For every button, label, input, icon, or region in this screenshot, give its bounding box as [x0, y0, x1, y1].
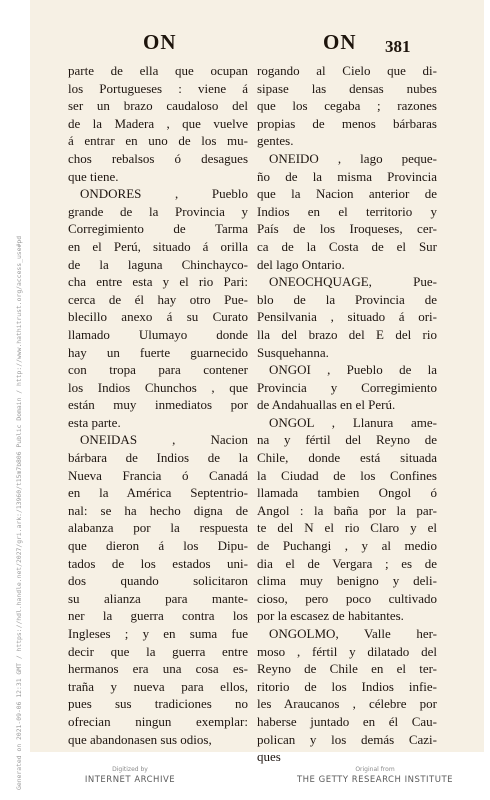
text-line: moso , fértil y dilatado del	[257, 643, 437, 659]
text-line: alabanza por la respuesta	[68, 520, 248, 536]
text-line: Reyno de Chile en el ter-	[257, 661, 437, 677]
text-line: que dieron á los Dipu-	[68, 538, 248, 554]
original-from-label: Original from	[355, 766, 395, 773]
text-line: que la Nacion anterior de	[257, 186, 437, 202]
text-line: su alianza para mante-	[68, 590, 248, 606]
text-line: que los cegaba ; razones	[257, 98, 437, 114]
text-line: ONGOI , Pueblo de la	[269, 362, 437, 378]
text-line: ONEIDAS , Nacion	[80, 432, 248, 448]
text-line: pues sus tradiciones no	[68, 696, 248, 712]
text-line: ques	[257, 749, 281, 765]
text-line: Angol : la baña por la par-	[257, 502, 437, 518]
text-line: del lago Ontario.	[257, 256, 345, 272]
text-line: Pensilvania , situado á ori-	[257, 309, 437, 325]
text-line: en la América Septentrio-	[68, 485, 248, 501]
text-line: ONGOLMO, Valle her-	[269, 626, 437, 641]
text-line: nal: se ha hecho digna de	[68, 502, 248, 518]
text-line: traña y nueva para ellos,	[68, 678, 248, 694]
text-line: propias de menos bárbaras	[257, 115, 437, 131]
getty-institute-label: THE GETTY RESEARCH INSTITUTE	[296, 775, 454, 785]
text-line: cioso, pero poco cultivado	[257, 590, 437, 606]
text-line: Provincia y Corregimiento	[257, 379, 437, 395]
text-line: ONDORES , Pueblo	[80, 186, 248, 202]
text-line: en el Perú, situado á orilla	[68, 238, 248, 254]
text-line: clima muy benigno y deli-	[257, 573, 437, 589]
text-line: hay un fuerte guarnecido	[68, 344, 248, 360]
text-line: dos quando solicitaron	[68, 573, 248, 589]
text-line: de la Madera , que vuelve	[68, 115, 248, 131]
text-line: de Puchangi , y al medio	[257, 538, 437, 554]
digitized-by-credit	[60, 765, 200, 786]
text-line: ritorio de los Indios infie-	[257, 678, 437, 694]
text-line: ONGOL , Llanura ame-	[269, 414, 437, 430]
text-line: á entrar en uno de los mu-	[68, 133, 248, 149]
text-line: blo de la Provincia de	[257, 291, 437, 307]
text-line: llamado Ulumayo donde	[68, 326, 248, 342]
text-line: cha entre esta y el rio Pari:	[68, 274, 248, 290]
text-line: la Ciudad de los Confines	[257, 467, 437, 483]
text-line: ser un brazo caudaloso del	[68, 98, 248, 114]
text-line: decir que la guerra entre	[68, 643, 248, 659]
left-text-column	[68, 62, 248, 748]
hathitrust-watermark	[1, 235, 29, 790]
text-line: Indios en el territorio y	[257, 203, 437, 219]
text-line: Chile, donde está situada	[257, 450, 437, 466]
text-line: na y fértil del Reyno de	[257, 432, 437, 448]
text-line: esta parte.	[68, 414, 121, 430]
text-line: lla del brazo del E del rio	[257, 326, 437, 342]
text-line: te del N el rio Claro y el	[257, 520, 437, 536]
text-line: ONEOCHQUAGE, Pue-	[269, 274, 437, 290]
page-number: 381	[385, 37, 411, 56]
text-line: llamada tambien Ongol ó	[257, 485, 437, 501]
text-line: chos rebalsos ó desagues	[68, 150, 248, 166]
text-line: Nueva Francia ó Canadá	[68, 467, 248, 483]
text-line: ño de la misma Provincia	[257, 168, 437, 184]
text-line: Ingleses ; y en suma fue	[68, 626, 248, 641]
text-line: blecillo anexo á su Curato	[68, 309, 248, 325]
text-line: grande de la Provincia y	[68, 203, 248, 219]
text-line: Corregimiento de Tarma	[68, 221, 248, 237]
text-line: gentes.	[257, 133, 294, 149]
text-line: que abandonasen sus odios,	[68, 731, 212, 747]
digitized-by-label: Digitized by	[112, 766, 148, 773]
text-line: sipase las densas nubes	[257, 80, 437, 96]
text-line: con tropa para contener	[68, 362, 248, 378]
text-line: tados de los estados uni-	[68, 555, 248, 571]
text-line: de Andahuallas en el Perú.	[257, 397, 396, 413]
text-line: ner la guerra contra los	[68, 608, 248, 624]
watermark-text: Generated on 2021-09-06 12:31 GMT / https://hdl.handle.net/2027/gri.ark:/13960/t15m7b806 Public Domain / http://www.hathitrust.org/access_use#pd	[15, 235, 23, 790]
text-line: cerca de él hay otro Pue-	[68, 291, 248, 307]
text-line: polican y los demás Cazi-	[257, 731, 437, 747]
text-line: ONEIDO , lago peque-	[269, 150, 437, 166]
text-line: están muy inmediatos por	[68, 397, 248, 413]
text-line: que tiene.	[68, 168, 119, 184]
running-head-left: ON	[143, 30, 177, 54]
running-head-right: ON	[323, 30, 357, 54]
internet-archive-label: INTERNET ARCHIVE	[84, 775, 176, 785]
text-line: País de los Iroqueses, cer-	[257, 221, 437, 237]
text-line: parte de ella que ocupan	[68, 63, 248, 78]
text-line: ofrecian ningun exemplar:	[68, 713, 248, 729]
text-line: Susquehanna.	[257, 344, 329, 360]
text-line: hermanos era una cosa es-	[68, 661, 248, 677]
text-line: rogando al Cielo que di-	[257, 63, 437, 78]
text-line: los Portugueses : viene á	[68, 80, 248, 96]
text-line: los Indios Chunchos , que	[68, 379, 248, 395]
original-from-credit	[290, 765, 460, 786]
text-line: les Araucanos , célebre por	[257, 696, 437, 712]
text-line: haberse juntado en él Cau-	[257, 713, 437, 729]
text-line: ca de la Costa de el Sur	[257, 238, 437, 254]
right-text-column	[257, 62, 437, 766]
text-line: bárbara de Indios de la	[68, 450, 248, 466]
text-line: dia el de Vergara ; es de	[257, 555, 437, 571]
text-line: por la escasez de habitantes.	[257, 608, 404, 624]
text-line: de la laguna Chinchayco-	[68, 256, 248, 272]
